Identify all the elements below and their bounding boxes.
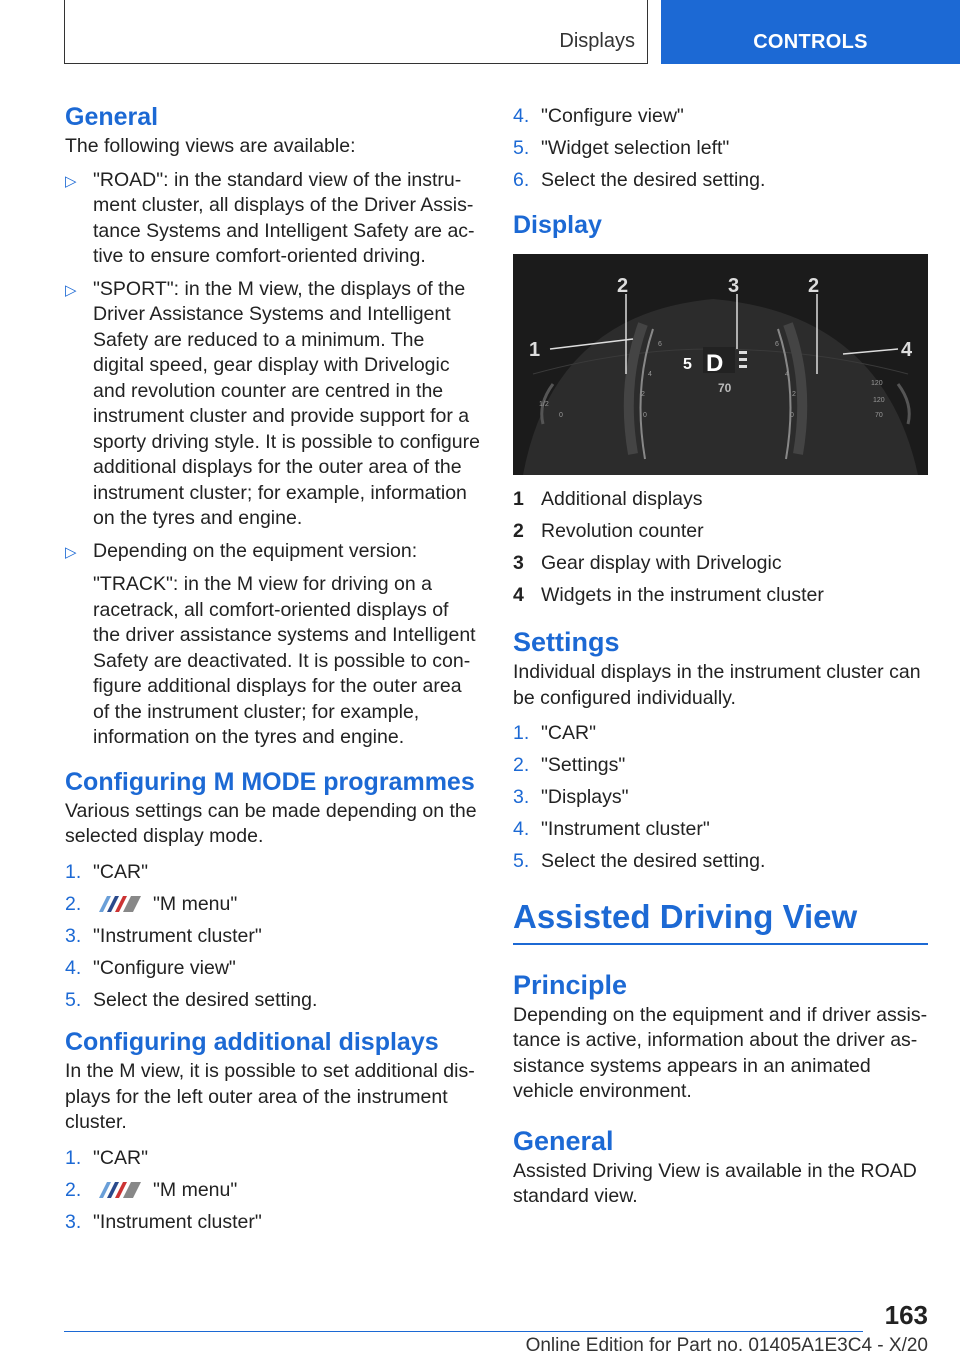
- svg-text:0: 0: [790, 411, 794, 419]
- step-item: 1. "CAR": [65, 860, 149, 883]
- svg-text:120: 120: [873, 396, 885, 404]
- step-item: 4. "Instrument cluster": [513, 818, 710, 840]
- step-item: 2. "Settings": [513, 754, 626, 776]
- continued-steps: [513, 104, 928, 194]
- svg-text:4: 4: [785, 370, 789, 378]
- mmode-text: Various settings can be made depending on the selected display mode.: [65, 799, 477, 847]
- view-track: ▷ Depending on the equipment version: "TRACK": in the M view for driving on a racetrack, all comfort-oriented displays of the driver assistance systems and Intelligent Safety are deactivated. It is possible to configure additional displays for the outer area of the instrument cluster; for example, information on the tyres and engine.: [65, 539, 480, 751]
- legend-item: 4 Widgets in the instrument cluster: [513, 583, 824, 606]
- svg-text:120: 120: [871, 379, 883, 387]
- settings-steps: [513, 721, 928, 875]
- legend-item: 2 Revolution counter: [513, 519, 704, 542]
- principle-heading: Principle: [513, 969, 628, 1000]
- display-heading: Display: [513, 210, 602, 239]
- principle-text: Depending on the equipment and if driver assistance is active, information about the driver assistance systems appears in an animated vehicle environment.: [513, 1003, 928, 1102]
- general2-heading: General: [513, 1125, 614, 1156]
- svg-text:4: 4: [648, 370, 652, 378]
- svg-text:0: 0: [643, 411, 647, 419]
- mmode-heading: Configuring M MODE programmes: [65, 767, 475, 796]
- step-item: 3. "Displays": [513, 786, 629, 808]
- view-road: ▷ "ROAD": in the standard view of the instrument cluster, all displays of the Driver Assistance Systems and Intelligent Safety are active to ensure comfort-oriented driving.: [65, 168, 475, 267]
- mmode-steps: [65, 860, 480, 1014]
- step-item: 4. "Configure view": [65, 956, 236, 979]
- header-box: [64, 0, 648, 64]
- views-list: [65, 168, 480, 751]
- legend-item: 1 Additional displays: [513, 487, 703, 510]
- heading-rule: [513, 943, 928, 945]
- step-item: 2. "M menu": [65, 1178, 238, 1201]
- svg-text:1/2: 1/2: [539, 400, 549, 408]
- step-item: 5. Select the desired setting.: [65, 988, 318, 1011]
- callout-2a: 2: [617, 274, 629, 297]
- addl-steps: [65, 1146, 480, 1236]
- instrument-cluster-image: [513, 254, 928, 475]
- addl-text: In the M view, it is possible to set additional displays for the left outer area of the instrument cluster.: [65, 1060, 475, 1133]
- triangle-bullet-icon: ▷: [65, 543, 77, 561]
- svg-text:6: 6: [658, 340, 662, 348]
- adv-heading: Assisted Driving View: [513, 897, 858, 935]
- general-heading: General: [65, 103, 159, 131]
- speed-label: 70: [718, 380, 732, 395]
- view-sport: ▷ "SPORT": in the M view, the displays of the Driver Assistance Systems and Intelligent Safety are reduced to a minimum. The digital speed, gear display with Drivelogic and revolution counter are centred in the instrument cluster and provide support for a sporty driving style. It is possible to configure additional displays for the outer area of the instrument cluster; for example, information on the tyres and engine.: [65, 277, 480, 529]
- gear-small-label: 5: [683, 355, 692, 373]
- general-intro: The following views are available:: [65, 135, 356, 157]
- svg-text:70: 70: [875, 411, 883, 419]
- settings-text: Individual displays in the instrument cluster can be configured individually.: [513, 661, 921, 709]
- callout-4: 4: [901, 338, 913, 361]
- track-text: "TRACK": in the M view for driving on a racetrack, all comfort-oriented displays of the driver assistance systems and Intelligent Safety are deactivated. It is possible to configure additional displays for the outer area of the instrument cluster; for example, information on the tyres and engine.: [93, 573, 476, 748]
- footer-rule: [64, 1331, 863, 1332]
- chapter-tab[interactable]: [661, 0, 960, 64]
- left-column: [65, 100, 480, 1242]
- step-item: 3. "Instrument cluster": [65, 1210, 262, 1233]
- chapter-label: CONTROLS: [753, 31, 868, 53]
- svg-text:2: 2: [792, 390, 796, 398]
- edition-text: Online Edition for Part no. 01405A1E3C4 - X/20: [525, 1335, 928, 1356]
- svg-text:2: 2: [641, 390, 645, 398]
- legend-item: 3 Gear display with Drivelogic: [513, 551, 782, 574]
- svg-text:0: 0: [559, 411, 563, 419]
- section-title: Displays: [559, 30, 635, 52]
- image-legend: [513, 487, 928, 609]
- step-item: 2. "M menu": [65, 892, 238, 915]
- callout-2b: 2: [808, 274, 820, 297]
- triangle-bullet-icon: ▷: [65, 281, 77, 299]
- page-number: 163: [884, 1300, 928, 1330]
- step-item: 5. "Widget selection left": [513, 137, 730, 159]
- callout-1: 1: [529, 338, 541, 361]
- right-column: [513, 100, 928, 1210]
- m-logo-icon: [93, 896, 141, 912]
- general2-text: Assisted Driving View is available in the ROAD standard view.: [513, 1159, 917, 1207]
- addl-heading: Configuring additional displays: [65, 1028, 439, 1056]
- callout-3: 3: [728, 274, 740, 297]
- svg-text:6: 6: [775, 340, 779, 348]
- settings-heading: Settings: [513, 627, 620, 657]
- step-item: 1. "CAR": [65, 1146, 149, 1169]
- step-item: 3. "Instrument cluster": [65, 924, 262, 947]
- step-item: 4. "Configure view": [513, 105, 684, 127]
- step-item: 1. "CAR": [513, 722, 597, 744]
- step-item: 6. Select the desired setting.: [513, 169, 766, 191]
- m-logo-icon: [93, 1182, 141, 1198]
- gear-big-label: D: [706, 349, 724, 377]
- step-item: 5. Select the desired setting.: [513, 850, 766, 872]
- triangle-bullet-icon: ▷: [65, 172, 77, 190]
